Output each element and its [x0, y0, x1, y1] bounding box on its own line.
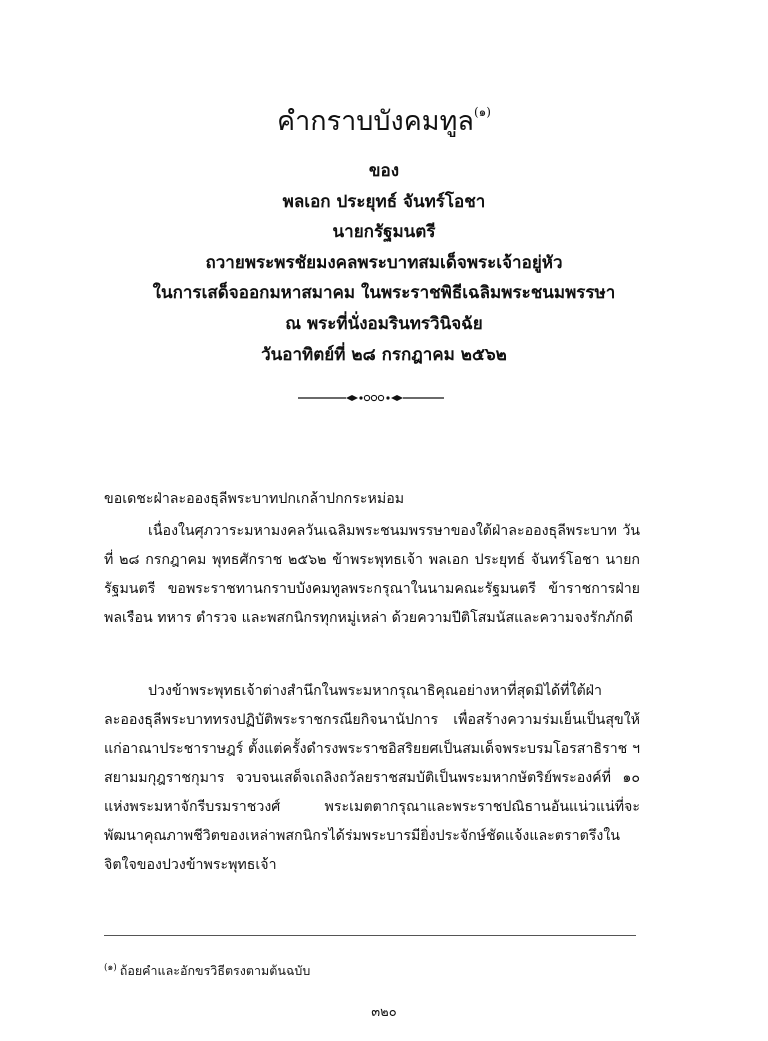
speech-heading — [0, 156, 768, 370]
heading-line-position: นายกรัฐมนตรี — [332, 222, 436, 243]
heading-line-date: วันอาทิตย์ที่ ๒๘ กรกฎาคม ๒๕๖๒ — [261, 344, 507, 365]
heading-line-venue: ณ พระที่นั่งอมรินทรวินิจฉัย — [285, 313, 483, 334]
heading-line-occasion: ในการเสด็จออกมหาสมาคม ในพระราชพิธีเฉลิมพระชนมพรรษา — [152, 283, 616, 304]
heading-line-of: ของ — [368, 161, 400, 181]
salutation: ขอเดชะฝ่าละอองธุลีพระบาทปกเกล้าปกกระหม่อม — [104, 491, 405, 507]
title-footnote-reference: (๑) — [473, 105, 491, 119]
footnote-text: ถ้อยคำและอักขรวิธีตรงตามต้นฉบับ — [119, 963, 311, 978]
page-title — [0, 92, 768, 142]
speech-paragraph-2 — [104, 677, 640, 880]
heading-line-purpose: ถวายพระพรชัยมงคลพระบาทสมเด็จพระเจ้าอยู่หัว — [205, 252, 563, 273]
footnote-marker: (๑) — [104, 963, 117, 973]
title-text: คำกราบบังคมทูล — [277, 106, 474, 137]
paragraph-text: ปวงข้าพระพุทธเจ้าต่างสำนึกในพระมหากรุณาธิคุณอย่างหาที่สุดมิได้ที่ใต้ฝ่าละอองธุลีพระบาททรงปฏิบัติพระราชกรณียกิจนานัปการ เพื่อสร้างความร่มเย็นเป็นสุขให้แก่อาณาประชาราษฎร์ ตั้งแต่ครั้งดำรงพระราชอิสริยยศเป็นสมเด็จพระบรมโอรสาธิราช ฯ สยามมกุฎราชกุมาร จวบจนเสด็จเถลิงถวัลยราชสมบัติเป็นพระมหากษัตริย์พระองค์ที่ ๑๐ แห่งพระมหาจักรีบรมราชวงศ์ พระเมตตากรุณาและพระราชปณิธานอันแน่วแน่ที่จะพัฒนาคุณภาพชีวิตของเหล่าพสกนิกรได้ร่มพระบารมียิ่งประจักษ์ชัดแจ้งและตราตรึงในจิตใจของปวงข้าพระพุทธเจ้า — [104, 683, 640, 873]
speech-paragraph-1 — [104, 517, 640, 633]
paragraph-text: เนื่องในศุภวาระมหามงคลวันเฉลิมพระชนมพรรษาของใต้ฝ่าละอองธุลีพระบาท วันที่ ๒๘ กรกฎาคม พุทธศักราช ๒๕๖๒ ข้าพระพุทธเจ้า พลเอก ประยุทธ์ จันทร์โอชา นายกรัฐมนตรี ขอพระราชทานกราบบังคมทูลพระกรุณาในนามคณะรัฐมนตรี ข้าราชการฝ่ายพลเรือน ทหาร ตำรวจ และพสกนิกรทุกหมู่เหล่า ด้วยความปีติโสมนัสและความจงรักภักดี — [104, 523, 640, 626]
page-number: ๓๒๐ — [371, 1005, 397, 1020]
footnote-separator — [104, 935, 636, 936]
footnote — [104, 958, 310, 981]
heading-line-speaker: พลเอก ประยุทธ์ จันทร์โอชา — [282, 191, 486, 212]
decorative-divider-ornament — [296, 390, 446, 406]
